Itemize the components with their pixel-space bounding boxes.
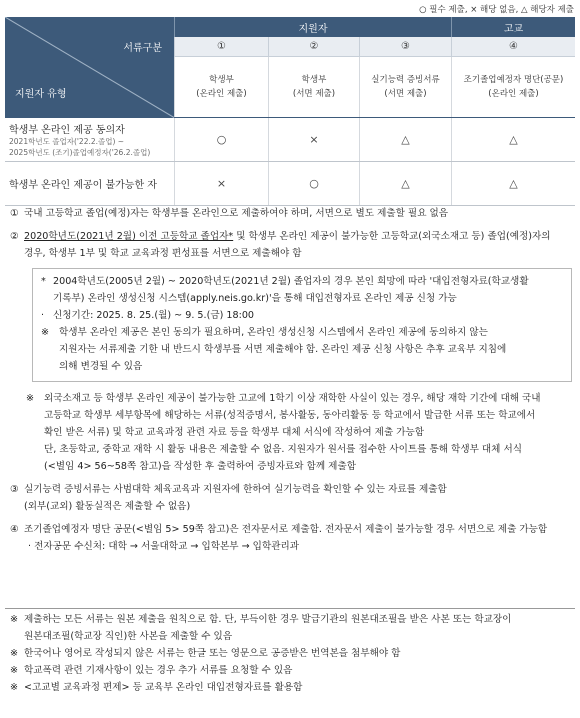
divider — [5, 608, 575, 609]
col-num-1: ① — [175, 37, 269, 57]
footer-notes — [10, 611, 572, 696]
notes — [10, 205, 572, 561]
corner-diagonal — [5, 17, 174, 118]
col-header-2: 학생부 (서면 제출) — [269, 57, 360, 118]
col-header-3: 실기능력 증빙서류 (서면 제출) — [360, 57, 452, 118]
box-line: * 2004학년도(2005년 2월) ~ 2020학년도(2021년 2월) 졸업자의 경우 본인 희망에 따라 '대입전형자료(학교생활 기록부) 온라인 생성신청 시스템(apply.neis.go.kr)'을 통해 대입전형자료 온라인 제공 신청 가능 — [41, 276, 529, 304]
corner-applicant-type: 지원자 유형 — [15, 88, 67, 100]
mark-cell: ○ — [269, 162, 360, 206]
col-num-3: ③ — [360, 37, 452, 57]
corner-doc-type: 서류구분 — [123, 43, 162, 54]
mark-cell: △ — [452, 118, 576, 162]
legend: ○ 필수 제출, × 해당 없음, △ 해당자 제출 — [419, 5, 574, 15]
footer-line: ※ 한국어나 영어로 작성되지 않은 서류는 한글 또는 영문으로 공증받은 번역본을 첨부해야 함 — [10, 648, 401, 659]
group-applicant: 지원자 — [175, 17, 452, 37]
footer-line: ※ 제출하는 모든 서류는 원본 제출을 원칙으로 함. 단, 부득이한 경우 발급기관의 원본대조필을 받은 사본 또는 학교장이 원본대조필(학교장 직인)한 사본을 제출할 수 있음 — [10, 614, 512, 642]
mark-cell: × — [175, 162, 269, 206]
box-line: ※ 학생부 온라인 제공은 본인 동의가 필요하며, 온라인 생성신청 시스템에서 온라인 제공에 동의하지 않는 지원자는 서류제출 기한 내 반드시 학생부를 서면 제출해야 함. 온라인 제공 신청 사항은 추후 교육부 지침에 의해 변경될 수 있음 — [41, 327, 507, 372]
col-num-4: ④ — [452, 37, 576, 57]
box-line: · 신청기간: 2025. 8. 25.(월) ~ 9. 5.(금) 18:00 — [41, 310, 255, 321]
note-2-box — [32, 268, 572, 382]
footer-line: ※ <고교별 교육과정 편제> 등 교육부 온라인 대입전형자료를 활용함 — [10, 682, 303, 693]
table-corner — [5, 17, 175, 118]
mark-cell: △ — [452, 162, 576, 206]
mark-cell: × — [269, 118, 360, 162]
table-row — [5, 162, 575, 206]
note-3: ③ 실기능력 증빙서류는 사범대학 체육교육과 지원자에 한하여 실기능력을 확인할 수 있는 자료를 제출함 (외부(교외) 활동실적은 제출할 수 없음) — [10, 484, 447, 512]
table-row — [5, 118, 575, 162]
note-4: ④ 조기졸업예정자 명단 공문(<별임 5> 59쪽 참고)은 전자문서로 제출함. 전자문서 제출이 불가능할 경우 서면으로 제출 가능함 · 전자공문 수신처: 대학 → 서울대학교 → 입학본부 → 입학관리과 — [10, 524, 548, 552]
note-2-remark: ※ 외국소재고 등 학생부 온라인 제공이 불가능한 고교에 1학기 이상 재학한 사실이 있는 경우, 해당 재학 기간에 대해 국내 고등학교 학생부 세부항목에 해당하는 서류(성적증명서, 봉사활동, 동아리활동 등 학교에서 발급한 서류 또는 학교에서 확인 받은 서류) 및 학교 교육과정 관련 자료 등을 학생부 대체 서식에 작성하여 제출 가능함 단, 초등학교, 중학교 재학 시 활동 내용은 제출할 수 없음. 지원자가 원서를 접수한 사이트를 통해 학생부 대체 서식 (<별임 4> 56~58쪽 참고)을 작성한 후 출력하여 증빙자료와 함께 제출함 — [26, 393, 541, 472]
group-school: 고교 — [452, 17, 576, 37]
col-header-1: 학생부 (온라인 제출) — [175, 57, 269, 118]
col-num-2: ② — [269, 37, 360, 57]
note-2: ② 2020학년도(2021년 2월) 이전 고등학교 졸업자* 및 학생부 온라인 제공이 불가능한 고등학교(외국소재고 등) 졸업(예정)자의 경우, 학생부 1부 및 학교 교육과정 편성표를 서면으로 제출해야 함 — [10, 231, 551, 259]
footer-line: ※ 학교폭력 관련 기재사항이 있는 경우 추가 서류를 요청할 수 있음 — [10, 665, 293, 676]
mark-cell: △ — [360, 118, 452, 162]
note-1: ① 국내 고등학교 졸업(예정)자는 학생부를 온라인으로 제출하여야 하며, 서면으로 별도 제출할 필요 없음 — [10, 208, 449, 219]
col-header-4: 조기졸업예정자 명단(공문) (온라인 제출) — [452, 57, 576, 118]
mark-cell: △ — [360, 162, 452, 206]
row-label: 학생부 온라인 제공이 불가능한 자 — [5, 162, 175, 206]
mark-cell: ○ — [175, 118, 269, 162]
row-label: 학생부 온라인 제공 동의자 2021학년도 졸업자('22.2.졸업) ~ 2025학년도 (조기)졸업예정자('26.2.졸업) — [5, 118, 175, 162]
requirements-table — [5, 17, 575, 206]
